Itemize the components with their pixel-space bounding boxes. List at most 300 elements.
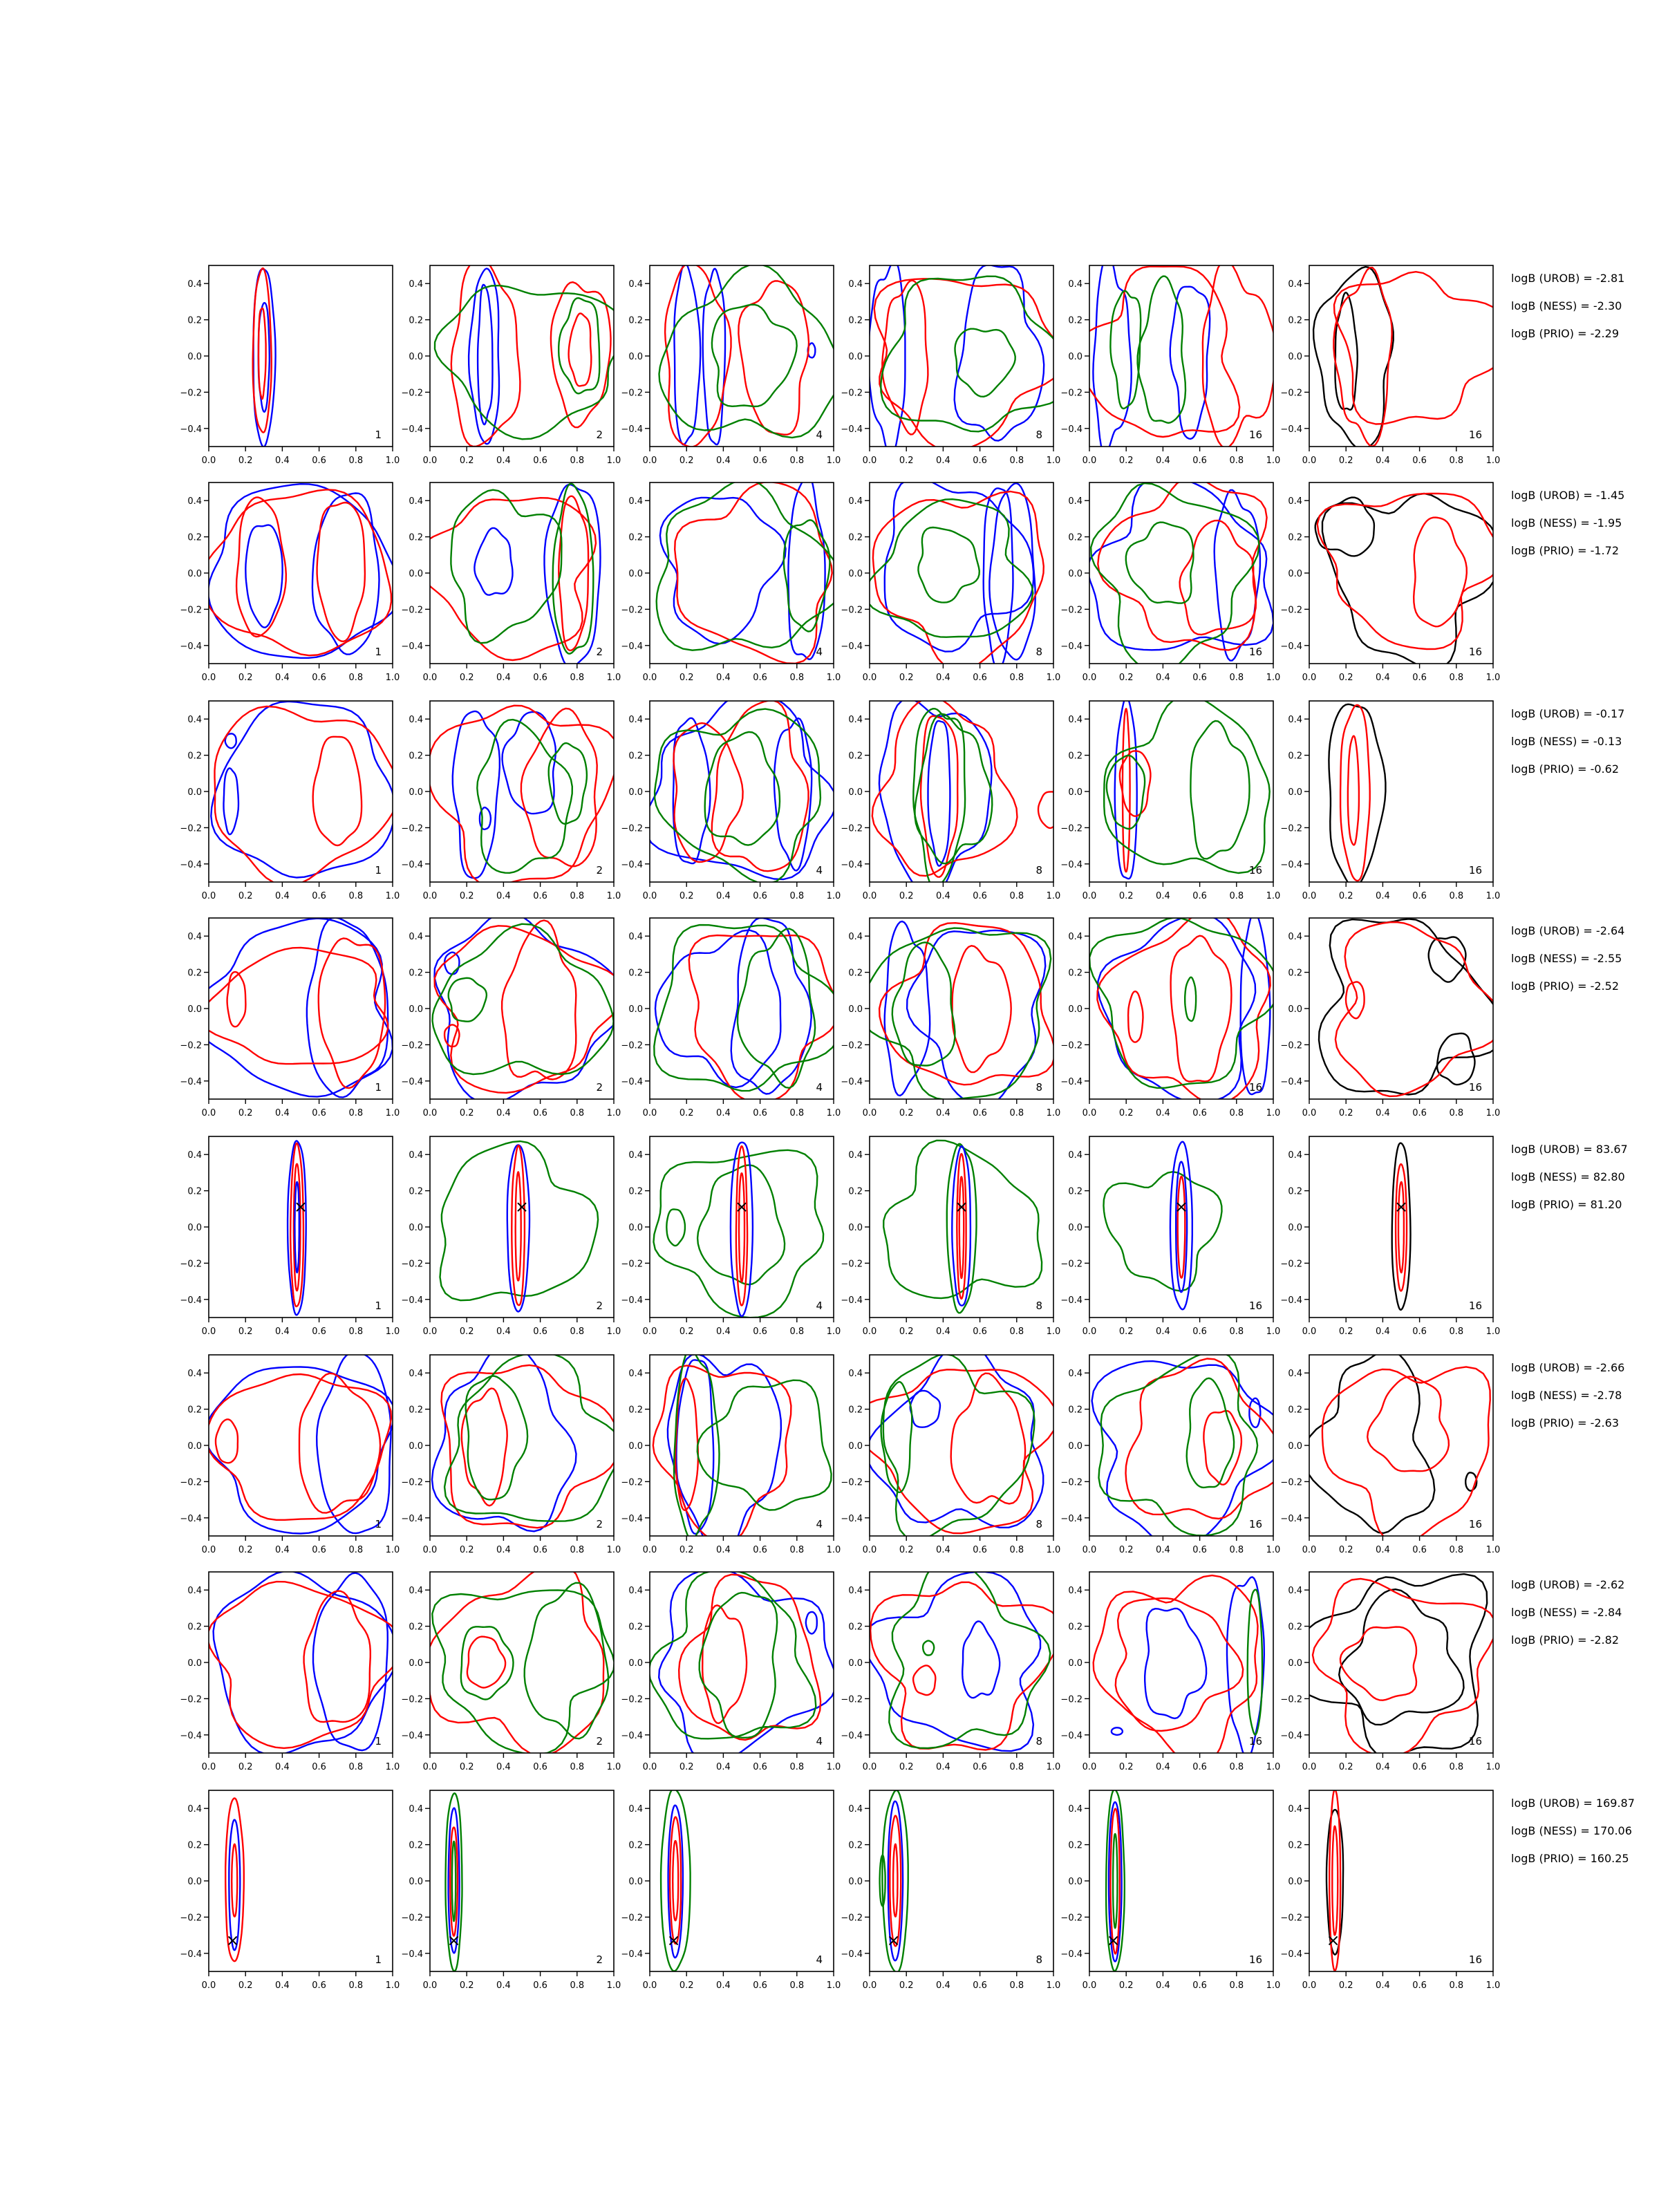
panel-sample-label: 8: [1035, 429, 1042, 441]
x-tick-label: 0.2: [1118, 1762, 1134, 1772]
x-tick-label: 1.0: [826, 1980, 841, 1991]
x-tick-label: 0.4: [936, 673, 950, 683]
panel-sample-label: 1: [375, 864, 382, 877]
x-tick-label: 0.4: [275, 1762, 290, 1772]
y-tick-label: 0.0: [1288, 787, 1302, 798]
y-tick-label: 0.2: [187, 1622, 202, 1633]
x-tick-label: 0.4: [716, 891, 731, 901]
x-tick-label: 0.0: [642, 456, 657, 466]
logb-prio-text: logB (PRIO) = -2.52: [1511, 980, 1619, 993]
y-tick-label: −0.4: [621, 641, 643, 652]
x-tick-label: 0.0: [201, 1108, 216, 1118]
x-tick-label: 0.0: [201, 1545, 216, 1555]
y-tick-label: 0.4: [1288, 496, 1302, 507]
y-tick-label: −0.4: [621, 1076, 643, 1087]
y-tick-label: 0.2: [848, 315, 863, 326]
y-tick-label: 0.2: [409, 1840, 423, 1851]
logb-prio-text: logB (PRIO) = -2.63: [1511, 1416, 1619, 1430]
x-tick-label: 1.0: [826, 673, 841, 683]
x-tick-label: 0.0: [201, 1980, 216, 1991]
x-tick-label: 0.8: [1229, 673, 1244, 683]
y-tick-label: 0.0: [1288, 1223, 1302, 1233]
x-tick-label: 0.2: [1118, 1108, 1134, 1118]
x-tick-label: 0.8: [1449, 673, 1464, 683]
x-tick-label: 1.0: [1046, 1108, 1061, 1118]
logb-urob-text: logB (UROB) = -0.17: [1511, 707, 1625, 720]
y-tick-label: 0.4: [409, 279, 423, 290]
x-tick-label: 0.6: [312, 673, 326, 683]
y-tick-label: 0.0: [628, 352, 643, 362]
y-tick-label: −0.4: [1280, 1730, 1302, 1741]
x-tick-label: 0.4: [275, 891, 290, 901]
y-tick-label: −0.4: [180, 1076, 202, 1087]
y-tick-label: −0.4: [621, 1295, 643, 1306]
panel-sample-label: 1: [375, 646, 382, 658]
x-tick-label: 0.2: [899, 456, 914, 466]
panel-sample-label: 16: [1468, 864, 1482, 877]
y-tick-label: 0.2: [187, 1405, 202, 1416]
x-tick-label: 1.0: [1266, 1980, 1281, 1991]
y-tick-label: 0.0: [187, 1004, 202, 1015]
x-tick-label: 0.8: [1009, 1327, 1024, 1337]
y-tick-label: −0.2: [401, 1259, 423, 1270]
y-tick-label: 0.4: [628, 1369, 643, 1380]
x-tick-label: 0.4: [936, 456, 950, 466]
y-tick-label: −0.2: [401, 1913, 423, 1924]
x-tick-label: 0.0: [201, 456, 216, 466]
panel-sample-label: 16: [1248, 864, 1262, 877]
y-tick-label: 0.4: [1068, 1586, 1082, 1597]
y-tick-label: 0.2: [628, 751, 643, 762]
y-tick-label: 0.2: [628, 315, 643, 326]
x-tick-label: 1.0: [1485, 1545, 1501, 1555]
y-tick-label: 0.2: [1288, 968, 1302, 979]
x-tick-label: 0.6: [1192, 673, 1207, 683]
x-tick-label: 0.6: [753, 1108, 767, 1118]
panel-sample-label: 1: [375, 1953, 382, 1966]
y-tick-label: 0.2: [628, 1840, 643, 1851]
y-tick-label: 0.0: [187, 352, 202, 362]
y-tick-label: −0.2: [1060, 1913, 1082, 1924]
x-tick-label: 1.0: [826, 1108, 841, 1118]
x-tick-label: 0.4: [1156, 1108, 1170, 1118]
y-tick-label: 0.2: [1288, 1186, 1302, 1197]
panel-sample-label: 16: [1468, 1735, 1482, 1747]
y-tick-label: −0.4: [401, 1730, 423, 1741]
x-tick-label: 0.0: [1082, 456, 1097, 466]
x-tick-label: 0.6: [312, 1108, 326, 1118]
y-tick-label: 0.4: [1068, 1369, 1082, 1380]
y-tick-label: −0.4: [621, 424, 643, 435]
x-tick-label: 1.0: [1046, 1980, 1061, 1991]
x-tick-label: 0.6: [973, 1762, 987, 1772]
y-tick-label: 0.0: [848, 1004, 863, 1015]
x-tick-label: 1.0: [1046, 1545, 1061, 1555]
panel-sample-label: 4: [816, 429, 823, 441]
y-tick-label: −0.4: [1280, 424, 1302, 435]
y-tick-label: 0.0: [628, 1658, 643, 1669]
y-tick-label: 0.4: [848, 1586, 863, 1597]
y-tick-label: −0.2: [180, 1040, 202, 1051]
panel-sample-label: 2: [596, 1518, 603, 1530]
panel-sample-label: 16: [1468, 1300, 1482, 1312]
logb-urob-text: logB (UROB) = -1.45: [1511, 489, 1625, 502]
logb-prio-text: logB (PRIO) = -0.62: [1511, 762, 1619, 776]
x-tick-label: 0.8: [570, 1762, 585, 1772]
x-tick-label: 0.8: [789, 1545, 805, 1555]
logb-ness-text: logB (NESS) = 82.80: [1511, 1170, 1625, 1183]
logb-prio-text: logB (PRIO) = 81.20: [1511, 1198, 1622, 1211]
x-tick-label: 0.2: [238, 891, 253, 901]
x-tick-label: 0.2: [1118, 673, 1134, 683]
x-tick-label: 0.8: [789, 673, 805, 683]
x-tick-label: 0.6: [1412, 1762, 1427, 1772]
y-tick-label: −0.4: [1280, 641, 1302, 652]
x-tick-label: 0.6: [1192, 1545, 1207, 1555]
x-tick-label: 0.0: [201, 1327, 216, 1337]
x-tick-label: 0.6: [1412, 1545, 1427, 1555]
x-tick-label: 0.6: [533, 1327, 547, 1337]
x-tick-label: 0.6: [533, 1108, 547, 1118]
x-tick-label: 0.2: [459, 673, 474, 683]
x-tick-label: 0.8: [1229, 1327, 1244, 1337]
y-tick-label: −0.2: [401, 1040, 423, 1051]
y-tick-label: −0.2: [401, 1694, 423, 1705]
y-tick-label: −0.2: [841, 1913, 863, 1924]
y-tick-label: −0.2: [1280, 605, 1302, 616]
x-tick-label: 0.6: [533, 456, 547, 466]
y-tick-label: −0.4: [621, 1730, 643, 1741]
x-tick-label: 0.0: [422, 1980, 438, 1991]
y-tick-label: 0.4: [1288, 932, 1302, 943]
x-tick-label: 0.0: [642, 1762, 657, 1772]
y-tick-label: −0.2: [180, 388, 202, 399]
x-tick-label: 0.2: [679, 1327, 694, 1337]
y-tick-label: 0.0: [848, 1223, 863, 1233]
y-tick-label: 0.0: [187, 1877, 202, 1887]
y-tick-label: −0.2: [1280, 823, 1302, 834]
x-tick-label: 0.8: [1229, 1762, 1244, 1772]
x-tick-label: 1.0: [1266, 456, 1281, 466]
x-tick-label: 1.0: [1266, 1545, 1281, 1555]
x-tick-label: 0.8: [570, 1108, 585, 1118]
panel-sample-label: 16: [1468, 646, 1482, 658]
x-tick-label: 0.0: [1302, 1545, 1317, 1555]
y-tick-label: 0.2: [1288, 751, 1302, 762]
x-tick-label: 0.6: [533, 673, 547, 683]
x-tick-label: 0.6: [1192, 1980, 1207, 1991]
x-tick-label: 0.6: [533, 1980, 547, 1991]
logb-urob-text: logB (UROB) = -2.66: [1511, 1361, 1625, 1374]
x-tick-label: 0.0: [201, 891, 216, 901]
y-tick-label: 0.2: [1288, 1840, 1302, 1851]
y-tick-label: 0.4: [628, 715, 643, 726]
panel-sample-label: 8: [1035, 646, 1042, 658]
y-tick-label: 0.4: [409, 715, 423, 726]
x-tick-label: 0.0: [862, 1327, 877, 1337]
panel-sample-label: 8: [1035, 1953, 1042, 1966]
y-tick-label: 0.0: [1068, 569, 1082, 579]
y-tick-label: 0.4: [848, 715, 863, 726]
y-tick-label: 0.4: [848, 279, 863, 290]
y-tick-label: 0.0: [1288, 1877, 1302, 1887]
y-tick-label: 0.0: [848, 787, 863, 798]
y-tick-label: 0.4: [1068, 496, 1082, 507]
x-tick-label: 0.6: [312, 1980, 326, 1991]
panel-sample-label: 16: [1248, 1953, 1262, 1966]
x-tick-label: 0.8: [1229, 456, 1244, 466]
y-tick-label: −0.4: [841, 1949, 863, 1960]
y-tick-label: 0.2: [1068, 1622, 1082, 1633]
x-tick-label: 0.4: [1376, 673, 1390, 683]
x-tick-label: 0.6: [1192, 1108, 1207, 1118]
y-tick-label: 0.0: [409, 569, 423, 579]
y-tick-label: 0.4: [848, 496, 863, 507]
y-tick-label: 0.4: [628, 932, 643, 943]
x-tick-label: 1.0: [385, 891, 400, 901]
panel-sample-label: 1: [375, 1518, 382, 1530]
x-tick-label: 0.8: [348, 1545, 364, 1555]
y-tick-label: 0.2: [848, 1840, 863, 1851]
x-tick-label: 1.0: [1485, 891, 1501, 901]
y-tick-label: −0.4: [1280, 1513, 1302, 1524]
x-tick-label: 0.2: [899, 1108, 914, 1118]
y-tick-label: 0.0: [409, 787, 423, 798]
x-tick-label: 1.0: [606, 1762, 621, 1772]
y-tick-label: −0.2: [841, 1694, 863, 1705]
x-tick-label: 0.6: [973, 673, 987, 683]
panel-sample-label: 16: [1468, 429, 1482, 441]
x-tick-label: 0.4: [275, 1108, 290, 1118]
y-tick-label: 0.4: [1068, 279, 1082, 290]
y-tick-label: 0.0: [1068, 1658, 1082, 1669]
x-tick-label: 0.6: [753, 456, 767, 466]
logb-ness-text: logB (NESS) = -1.95: [1511, 516, 1622, 529]
panel-sample-label: 8: [1035, 1735, 1042, 1747]
x-tick-label: 0.4: [936, 1108, 950, 1118]
x-tick-label: 0.6: [973, 1327, 987, 1337]
y-tick-label: 0.4: [187, 715, 202, 726]
y-tick-label: −0.4: [1280, 1076, 1302, 1087]
y-tick-label: −0.2: [180, 1913, 202, 1924]
y-tick-label: 0.0: [1068, 1877, 1082, 1887]
x-tick-label: 0.6: [753, 1980, 767, 1991]
x-tick-label: 0.4: [716, 1108, 731, 1118]
x-tick-label: 0.0: [1302, 1108, 1317, 1118]
x-tick-label: 0.4: [1376, 891, 1390, 901]
x-tick-label: 0.4: [275, 673, 290, 683]
x-tick-label: 0.8: [789, 891, 805, 901]
x-tick-label: 0.8: [1009, 673, 1024, 683]
panel-sample-label: 16: [1248, 1735, 1262, 1747]
x-tick-label: 0.8: [1009, 1980, 1024, 1991]
x-tick-label: 0.2: [679, 456, 694, 466]
y-tick-label: 0.2: [187, 968, 202, 979]
x-tick-label: 0.4: [496, 1980, 511, 1991]
x-tick-label: 1.0: [1485, 1980, 1501, 1991]
x-tick-label: 0.0: [862, 1762, 877, 1772]
x-tick-label: 0.4: [496, 1327, 511, 1337]
y-tick-label: 0.0: [409, 1223, 423, 1233]
y-tick-label: 0.2: [1068, 315, 1082, 326]
x-tick-label: 0.8: [1449, 1545, 1464, 1555]
x-tick-label: 0.6: [1412, 891, 1427, 901]
y-tick-label: −0.4: [180, 1295, 202, 1306]
x-tick-label: 0.6: [312, 1545, 326, 1555]
x-tick-label: 0.0: [422, 1545, 438, 1555]
y-tick-label: −0.2: [621, 388, 643, 399]
panel-sample-label: 16: [1248, 1081, 1262, 1094]
x-tick-label: 0.4: [496, 891, 511, 901]
y-tick-label: 0.2: [409, 1186, 423, 1197]
y-tick-label: −0.4: [401, 1949, 423, 1960]
panel-sample-label: 16: [1468, 1518, 1482, 1530]
x-tick-label: 1.0: [606, 891, 621, 901]
y-tick-label: 0.4: [628, 279, 643, 290]
y-tick-label: 0.4: [409, 1369, 423, 1380]
x-tick-label: 0.2: [1338, 891, 1353, 901]
y-tick-label: −0.4: [1060, 1949, 1082, 1960]
x-tick-label: 0.4: [275, 1545, 290, 1555]
x-tick-label: 0.8: [570, 673, 585, 683]
logb-prio-text: logB (PRIO) = -1.72: [1511, 544, 1619, 557]
y-tick-label: 0.2: [187, 532, 202, 543]
x-tick-label: 0.8: [1229, 1108, 1244, 1118]
x-tick-label: 0.2: [238, 1327, 253, 1337]
x-tick-label: 0.2: [1338, 1108, 1353, 1118]
y-tick-label: −0.4: [180, 641, 202, 652]
y-tick-label: −0.2: [621, 1040, 643, 1051]
y-tick-label: 0.4: [1288, 1369, 1302, 1380]
x-tick-label: 1.0: [606, 673, 621, 683]
x-tick-label: 0.2: [679, 673, 694, 683]
x-tick-label: 1.0: [1266, 1762, 1281, 1772]
y-tick-label: 0.2: [1288, 315, 1302, 326]
x-tick-label: 1.0: [826, 1545, 841, 1555]
y-tick-label: −0.2: [180, 1694, 202, 1705]
x-tick-label: 0.2: [679, 1545, 694, 1555]
x-tick-label: 0.6: [533, 1545, 547, 1555]
x-tick-label: 0.6: [753, 673, 767, 683]
x-tick-label: 0.2: [679, 1980, 694, 1991]
x-tick-label: 0.8: [570, 456, 585, 466]
y-tick-label: 0.4: [1288, 715, 1302, 726]
logb-ness-text: logB (NESS) = 170.06: [1511, 1824, 1632, 1837]
x-tick-label: 1.0: [1485, 1762, 1501, 1772]
panel-sample-label: 8: [1035, 1081, 1042, 1094]
x-tick-label: 0.0: [422, 456, 438, 466]
x-tick-label: 0.4: [1156, 891, 1170, 901]
x-tick-label: 0.8: [1229, 891, 1244, 901]
y-tick-label: −0.2: [621, 1694, 643, 1705]
y-tick-label: 0.0: [187, 1441, 202, 1452]
y-tick-label: −0.2: [401, 823, 423, 834]
y-tick-label: 0.0: [1288, 1004, 1302, 1015]
x-tick-label: 0.4: [496, 1108, 511, 1118]
x-tick-label: 0.2: [459, 1327, 474, 1337]
x-tick-label: 0.4: [1376, 1762, 1390, 1772]
panel-sample-label: 1: [375, 1300, 382, 1312]
x-tick-label: 0.4: [1156, 456, 1170, 466]
x-tick-label: 0.2: [1338, 1762, 1353, 1772]
x-tick-label: 0.4: [716, 673, 731, 683]
x-tick-label: 0.0: [201, 1762, 216, 1772]
y-tick-label: 0.2: [628, 1622, 643, 1633]
logb-prio-text: logB (PRIO) = 160.25: [1511, 1852, 1629, 1865]
y-tick-label: 0.4: [848, 932, 863, 943]
logb-prio-text: logB (PRIO) = -2.29: [1511, 327, 1619, 340]
y-tick-label: 0.4: [1288, 1804, 1302, 1815]
y-tick-label: 0.2: [848, 532, 863, 543]
y-tick-label: −0.4: [180, 859, 202, 870]
panel-sample-label: 2: [596, 1735, 603, 1747]
x-tick-label: 0.6: [1412, 1327, 1427, 1337]
y-tick-label: −0.4: [841, 859, 863, 870]
x-tick-label: 0.2: [459, 1108, 474, 1118]
x-tick-label: 0.8: [570, 891, 585, 901]
x-tick-label: 0.8: [348, 1108, 364, 1118]
x-tick-label: 0.6: [1192, 1327, 1207, 1337]
x-tick-label: 0.2: [459, 1762, 474, 1772]
x-tick-label: 0.0: [1302, 891, 1317, 901]
y-tick-label: −0.4: [180, 1513, 202, 1524]
x-tick-label: 0.4: [496, 1762, 511, 1772]
x-tick-label: 0.0: [201, 673, 216, 683]
x-tick-label: 0.2: [1118, 1980, 1134, 1991]
x-tick-label: 0.6: [312, 456, 326, 466]
x-tick-label: 1.0: [385, 1108, 400, 1118]
x-tick-label: 0.8: [1229, 1545, 1244, 1555]
y-tick-label: −0.2: [180, 605, 202, 616]
x-tick-label: 0.2: [679, 891, 694, 901]
x-tick-label: 0.6: [973, 456, 987, 466]
y-tick-label: 0.4: [1068, 715, 1082, 726]
x-tick-label: 0.8: [1449, 1108, 1464, 1118]
x-tick-label: 0.4: [936, 1762, 950, 1772]
y-tick-label: −0.4: [621, 1513, 643, 1524]
panel-sample-label: 4: [816, 1081, 823, 1094]
x-tick-label: 0.4: [1376, 1327, 1390, 1337]
y-tick-label: −0.2: [841, 823, 863, 834]
y-tick-label: 0.2: [1288, 1405, 1302, 1416]
y-tick-label: −0.4: [1060, 641, 1082, 652]
x-tick-label: 0.6: [312, 1327, 326, 1337]
y-tick-label: 0.2: [848, 1622, 863, 1633]
y-tick-label: 0.4: [848, 1150, 863, 1161]
x-tick-label: 0.2: [1338, 1327, 1353, 1337]
y-tick-label: −0.2: [841, 1040, 863, 1051]
x-tick-label: 0.0: [1082, 1980, 1097, 1991]
x-tick-label: 0.2: [459, 891, 474, 901]
x-tick-label: 0.8: [570, 1327, 585, 1337]
y-tick-label: 0.0: [187, 1223, 202, 1233]
y-tick-label: −0.2: [1060, 1040, 1082, 1051]
x-tick-label: 0.6: [1412, 673, 1427, 683]
y-tick-label: 0.0: [1068, 787, 1082, 798]
y-tick-label: 0.0: [1068, 1441, 1082, 1452]
x-tick-label: 0.0: [642, 1545, 657, 1555]
y-tick-label: 0.0: [1068, 1004, 1082, 1015]
y-tick-label: −0.2: [1060, 823, 1082, 834]
y-tick-label: 0.0: [848, 1877, 863, 1887]
x-tick-label: 1.0: [606, 1108, 621, 1118]
x-tick-label: 0.8: [1009, 1108, 1024, 1118]
y-tick-label: −0.4: [841, 424, 863, 435]
logb-urob-text: logB (UROB) = -2.81: [1511, 272, 1625, 285]
x-tick-label: 0.2: [1338, 1545, 1353, 1555]
x-tick-label: 1.0: [826, 1762, 841, 1772]
x-tick-label: 0.0: [642, 673, 657, 683]
